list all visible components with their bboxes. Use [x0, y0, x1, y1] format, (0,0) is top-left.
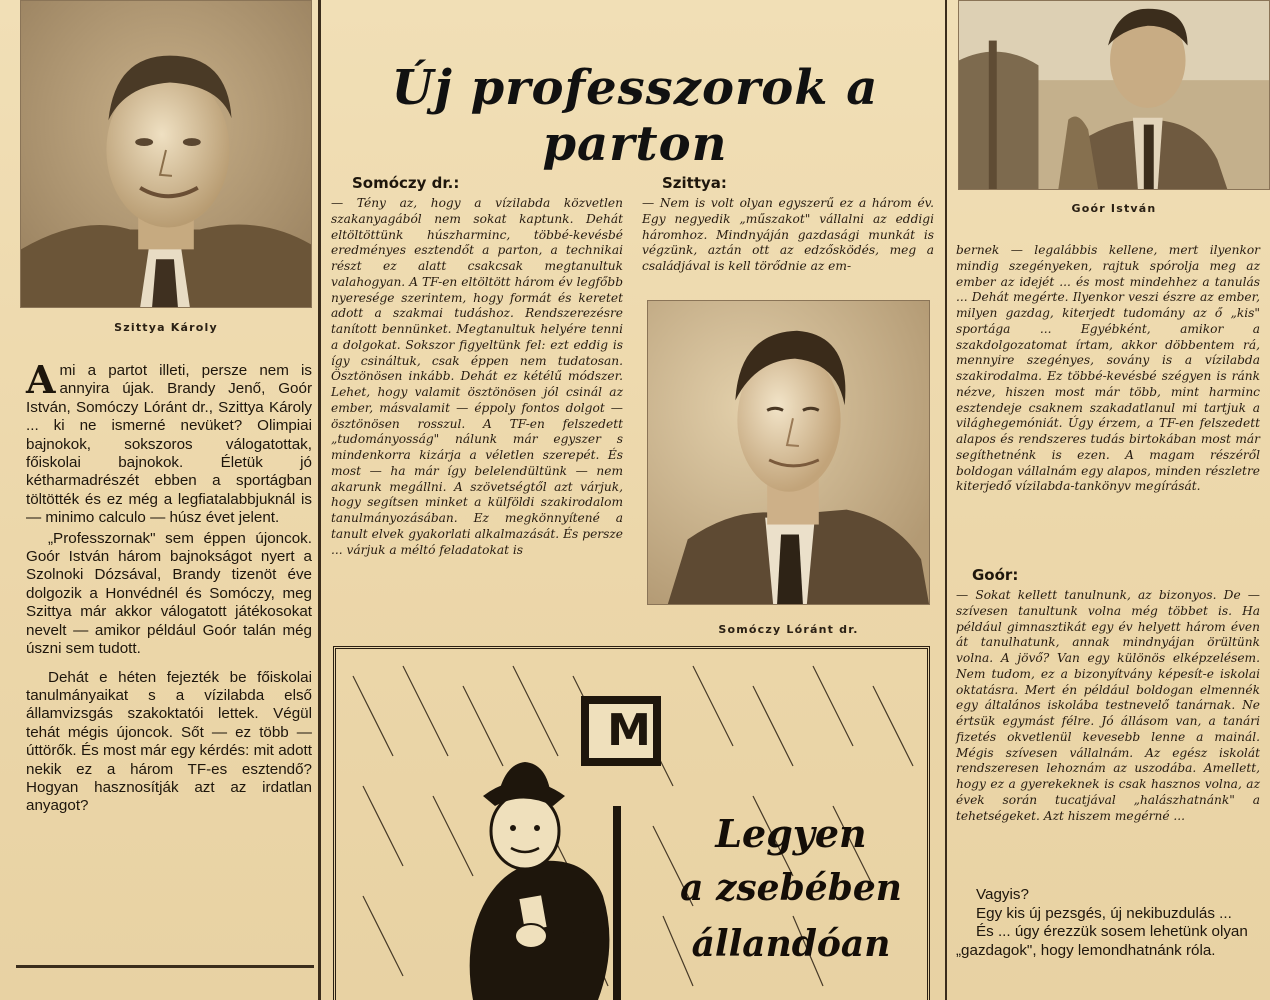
caption-goor: Goór István	[1071, 202, 1157, 215]
headline: Új professzorok a parton	[391, 60, 879, 172]
caption-szittya: Szittya Károly	[114, 321, 218, 334]
portrait-image	[959, 1, 1269, 189]
portrait-image	[21, 1, 311, 307]
ad-line-1: Legyen	[715, 811, 867, 856]
closing-2: Egy kis új pezsgés, új nekibuzdulás ...	[976, 904, 1232, 922]
szittya-text: — Nem is volt olyan egyszerű ez a három év. Egy negyedik „műszakot" vállalni az eddigi háromhoz. Mindnyáján gazdasági munkát is végzünk, aztán ott az edzősködés, meg a családjával is kell törődnie az em-	[642, 196, 934, 273]
left-column-text	[26, 357, 312, 818]
column-rule	[318, 0, 321, 1000]
speaker-goor: Goór:	[972, 566, 1019, 584]
photo-szittya	[20, 0, 312, 308]
ad-sign-letter: M	[607, 705, 651, 756]
lead-paragraph-2: „Professzornak" sem éppen újoncok. Goór István három bajnokságot nyert a Szolnoki Dózsával, Brandy tizenöt éve dolgozik a Honvédnél és Somóczy, meg Szittya már akkor válogatott játékosokat nevelt — amikor például Goór talán még úszni sem tudott.	[26, 529, 312, 658]
somoczy-text: — Tény az, hogy a vízilabda közvetlen szakanyagából nem sokat kaptunk. Dehát eltöltöttünk húszharminc, többé-kevésbé eredményes esztendőt a parton, a technikai részt ez alatt csakcsak megtanultuk valahogyan. A TF-en eltöltött három év legfőbb nyeresége szerintem, hogy formát és keretet adott a szakmai tudáshoz. Rendszerezésre tanított bennünket. Megtanultuk helyére tenni a dolgokat. Sokszor figyeltünk fel: ezt eddig is így csináltuk, csak éppen nem tudatosan. Ösztönösen inkább. Dehát ez kétélű módszer. Lehet, hogy valamit ösztönösen jól csinál az ember, másvalamit — éppoly fontos dolgot — ösztönösen rosszul. A TF-en felszedett „tudományosság" nálunk már egyszer s mindenkorra kizárja a véletlen szerepét. És most — ha már így belelendültünk — nem akarunk megállni. A szövetségtől azt várjuk, hogy segítsen minket a külföldi szakirodalom tanulmányozásában. Ez megkönnyítené a tanult elvek gyakorlati alkalmazását. És persze ... várjuk a méltó feladatokat is	[331, 196, 623, 557]
closing-3: És ... úgy érezzük sosem lehetünk olyan „gazdagok", hogy lemondhatnánk róla.	[956, 923, 1248, 959]
dropcap: A	[26, 357, 56, 402]
column-rule	[945, 0, 947, 1000]
ad-line-2: a zsebében	[680, 867, 902, 909]
lead-paragraph-1: mi a partot illeti, persze nem is annyira újak. Brandy Jenő, Goór István, Somóczy Lóránt dr., Szittya Károly ... ki ne ismerné nevüket? Olimpiai bajnokok, sokszoros válogatottak, főiskolai bajnokok. Életük jó kétharmadrészét ebben a sportágban töltötték és ez még a legfiatalabbjuknál is — minimo calculo — húsz évet jelent.	[26, 362, 312, 527]
advertisement-box	[333, 646, 930, 1000]
photo-somoczy	[647, 300, 930, 605]
ad-line-3: állandóan	[691, 923, 891, 965]
right-column-text: bernek — legalábbis kellene, mert ilyenkor mindig szegényeken, rajtuk spórolja meg az ember az idejét ... és most mindehhez a tanulás ... Dehát megérte. Ilyenkor veszi észre az ember, milyen gazdag, kiterjedt tudomány az ő „kis" sportága ... Egyébként, amikor a szakdolgozatomat írtam, akkor döbbentem rá, mennyire szegényes, sovány is a vízilabda szakirodalma. Ez többé-kevésbé szégyen is ránk nézve, hiszen most már több, mint harminc esztendeje csaknem szakadatlanul mi tartjuk a világhegemóniát. Úgy érzem, a TF-en felszedett alapos és rendszeres tudás birtokában most már segíthetnénk is ezen. A magam részéről boldogan vállalnám egy alapos, minden részletre kiterjedő vízilabda-tankönyv megírását.	[956, 243, 1260, 494]
photo-goor	[958, 0, 1270, 190]
lead-paragraph-3: Dehát e héten fejezték be főiskolai tanulmányaikat s a vízilabda első államvizsgás szakoktatói lettek. Végül tehát mégis újoncok. Sőt — ez több — úttörők. És most már egy kérdés: mit adott nekik ez a három TF-es esztendő? Hogyan hasznosítják azt az irdatlan anyagot?	[26, 668, 312, 815]
goor-text: — Sokat kellett tanulnunk, az bizonyos. De — szívesen tanultunk volna még többet is. Ha például gimnasztikát egy év helyett három éven át tanulhatunk, annak mindnyájan örültünk volna. A jövő? Van egy különös elképzelésem. Nem tudom, ez a bizonyítvány képesít-e iskolai oktatásra. Mert én például boldogan elmennék egy általános iskolába testnevelő tanárnak. Ne értsük egymást félre. Jó állásom van, a tanári fizetés okvetlenül kevesebb lenne a mainál. Mégis szívesen vállalnám. Az egész iskolát rendszeresen lehoznám az uszodába. Amellett, hogy ez a gyerekeknek is csak hasznos volna, az évek során tucatjával „halászhatnánk" a tehetségeket. Azt hiszem megérné ...	[956, 588, 1260, 823]
closing-text	[956, 886, 1260, 960]
speaker-somoczy: Somóczy dr.:	[352, 174, 460, 192]
speaker-szittya: Szittya:	[662, 174, 727, 192]
bottom-rule	[16, 965, 314, 968]
closing-1: Vagyis?	[976, 886, 1029, 903]
caption-somoczy: Somóczy Lóránt dr.	[718, 623, 859, 636]
portrait-image	[648, 301, 929, 604]
